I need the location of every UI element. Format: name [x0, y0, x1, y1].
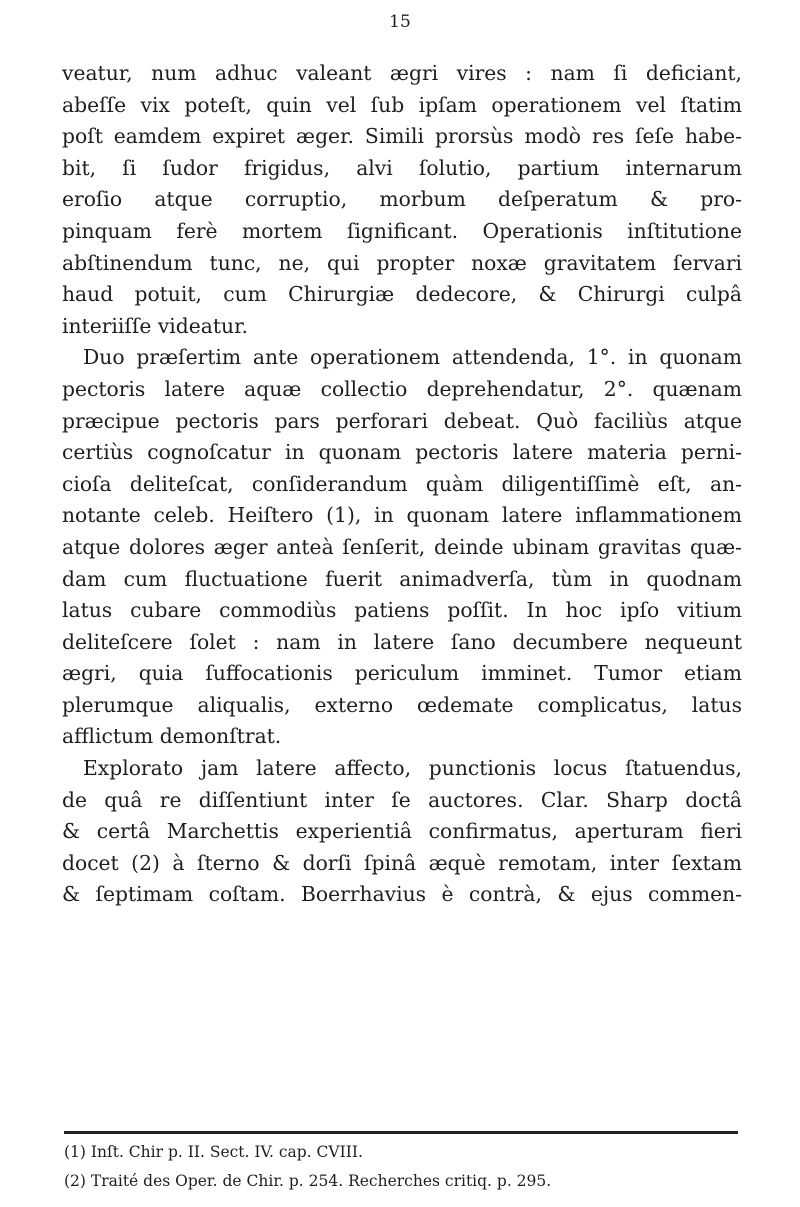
- footnotes: [64, 1138, 740, 1196]
- body-text: [62, 58, 742, 911]
- text-line: de quâ re diſſentiunt inter ſe auctores. Clar. Sharp doctâ: [62, 787, 742, 812]
- footnote: (2) Traité des Oper. de Chir. p. 254. Recherches critiq. p. 295.: [64, 1172, 552, 1190]
- text-line: ægri, quia ſuffocationis periculum imminet. Tumor etiam: [62, 661, 742, 686]
- text-line: interiiſſe videatur.: [62, 313, 248, 338]
- text-line: bit, ſi ſudor frigidus, alvi ſolutio, partium internarum: [62, 155, 742, 180]
- text-line: veatur, num adhuc valeant ægri vires : nam ſi deficiant,: [62, 61, 742, 85]
- text-line: præcipue pectoris pars perforari debeat. Quò faciliùs atque: [62, 408, 742, 433]
- text-line: haud potuit, cum Chirurgiæ dedecore, & Chirurgi culpâ: [62, 282, 742, 307]
- text-line: & ſeptimam coſtam. Boerrhavius è contrà, & ejus commen-: [62, 882, 742, 907]
- text-line: docet (2) à ſterno & dorſi ſpinâ æquè remotam, inter ſextam: [62, 850, 742, 875]
- text-line: cioſa delitеſcat, conſiderandum quàm diligentiſſimè eſt, an-: [62, 471, 742, 496]
- text-line: eroſio atque corruptio, morbum deſperatum & pro-: [62, 187, 742, 212]
- text-line: Explorato jam latere affecto, punctionis locus ſtatuendus,: [83, 756, 742, 781]
- text-line: poſt eamdem expiret æger. Simili prorsùs modò res ſeſe habe-: [62, 124, 742, 149]
- footnote-rule: [64, 1131, 738, 1134]
- text-line: afflictum demonſtrat.: [62, 724, 282, 749]
- text-line: Duo præſertim ante operationem attendenda, 1°. in quonam: [83, 345, 742, 370]
- page-number: 15: [389, 12, 411, 32]
- text-line: abeſſe vix poteſt, quin vel ſub ipſam operationem vel ſtatim: [62, 92, 742, 117]
- footnote: (1) Inſt. Chir p. II. Sect. IV. cap. CVIII.: [64, 1143, 363, 1161]
- text-line: abſtinendum tunc, ne, qui propter noxæ gravitatem ſervari: [62, 250, 742, 275]
- text-line: pinquam ferè mortem ſignificant. Operationis inſtitutione: [62, 218, 742, 243]
- text-line: pectoris latere aquæ collectio deprehendatur, 2°. quænam: [62, 376, 742, 401]
- text-line: dam cum fluctuatione fuerit animadverſa, tùm in quodnam: [62, 566, 742, 591]
- text-line: notante celeb. Heiſtero (1), in quonam latere inflammationem: [62, 503, 742, 528]
- text-line: certiùs cognoſcatur in quonam pectoris latere materia perni-: [62, 440, 742, 465]
- text-line: latus cubare commodiùs patiens poſſit. In hoc ipſo vitium: [62, 598, 742, 623]
- text-line: plerumque aliqualis, externo œdemate complicatus, latus: [62, 692, 742, 717]
- text-line: delitеſcere ſolet : nam in latere ſano decumbere nequeunt: [62, 629, 742, 654]
- text-line: atque dolores æger anteà ſenſerit, deinde ubinam gravitas quæ-: [62, 534, 742, 559]
- text-line: & certâ Marchettis experientiâ confirmatus, aperturam fieri: [62, 819, 742, 844]
